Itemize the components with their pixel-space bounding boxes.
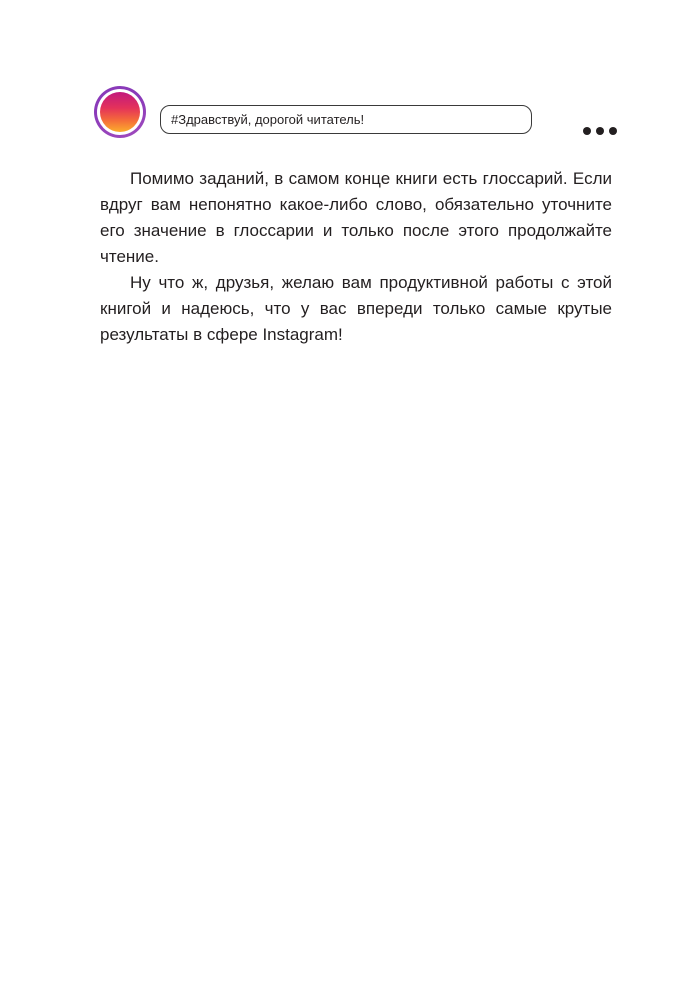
hashtag-text: #Здравствуй, дорогой читатель! [171, 112, 365, 127]
body-text [100, 166, 612, 348]
ellipsis-dot [583, 127, 591, 135]
ellipsis-dot [609, 127, 617, 135]
instagram-gradient-avatar-icon [100, 92, 140, 132]
hashtag-pill [160, 105, 532, 134]
ellipsis-dot [596, 127, 604, 135]
paragraph: Ну что ж, друзья, желаю вам продуктивной работы с этой книгой и надеюсь, что у вас впереди только самые крутые результаты в сфере Instagram! [100, 273, 612, 344]
paragraph: Помимо заданий, в самом конце книги есть глоссарий. Если вдруг вам непонятно какое-либо слово, обязательно уточните его значение в глоссарии и только после этого продолжайте чтение. [100, 169, 612, 266]
page-header [94, 86, 616, 142]
ellipsis-icon [583, 126, 617, 136]
avatar [94, 86, 146, 138]
